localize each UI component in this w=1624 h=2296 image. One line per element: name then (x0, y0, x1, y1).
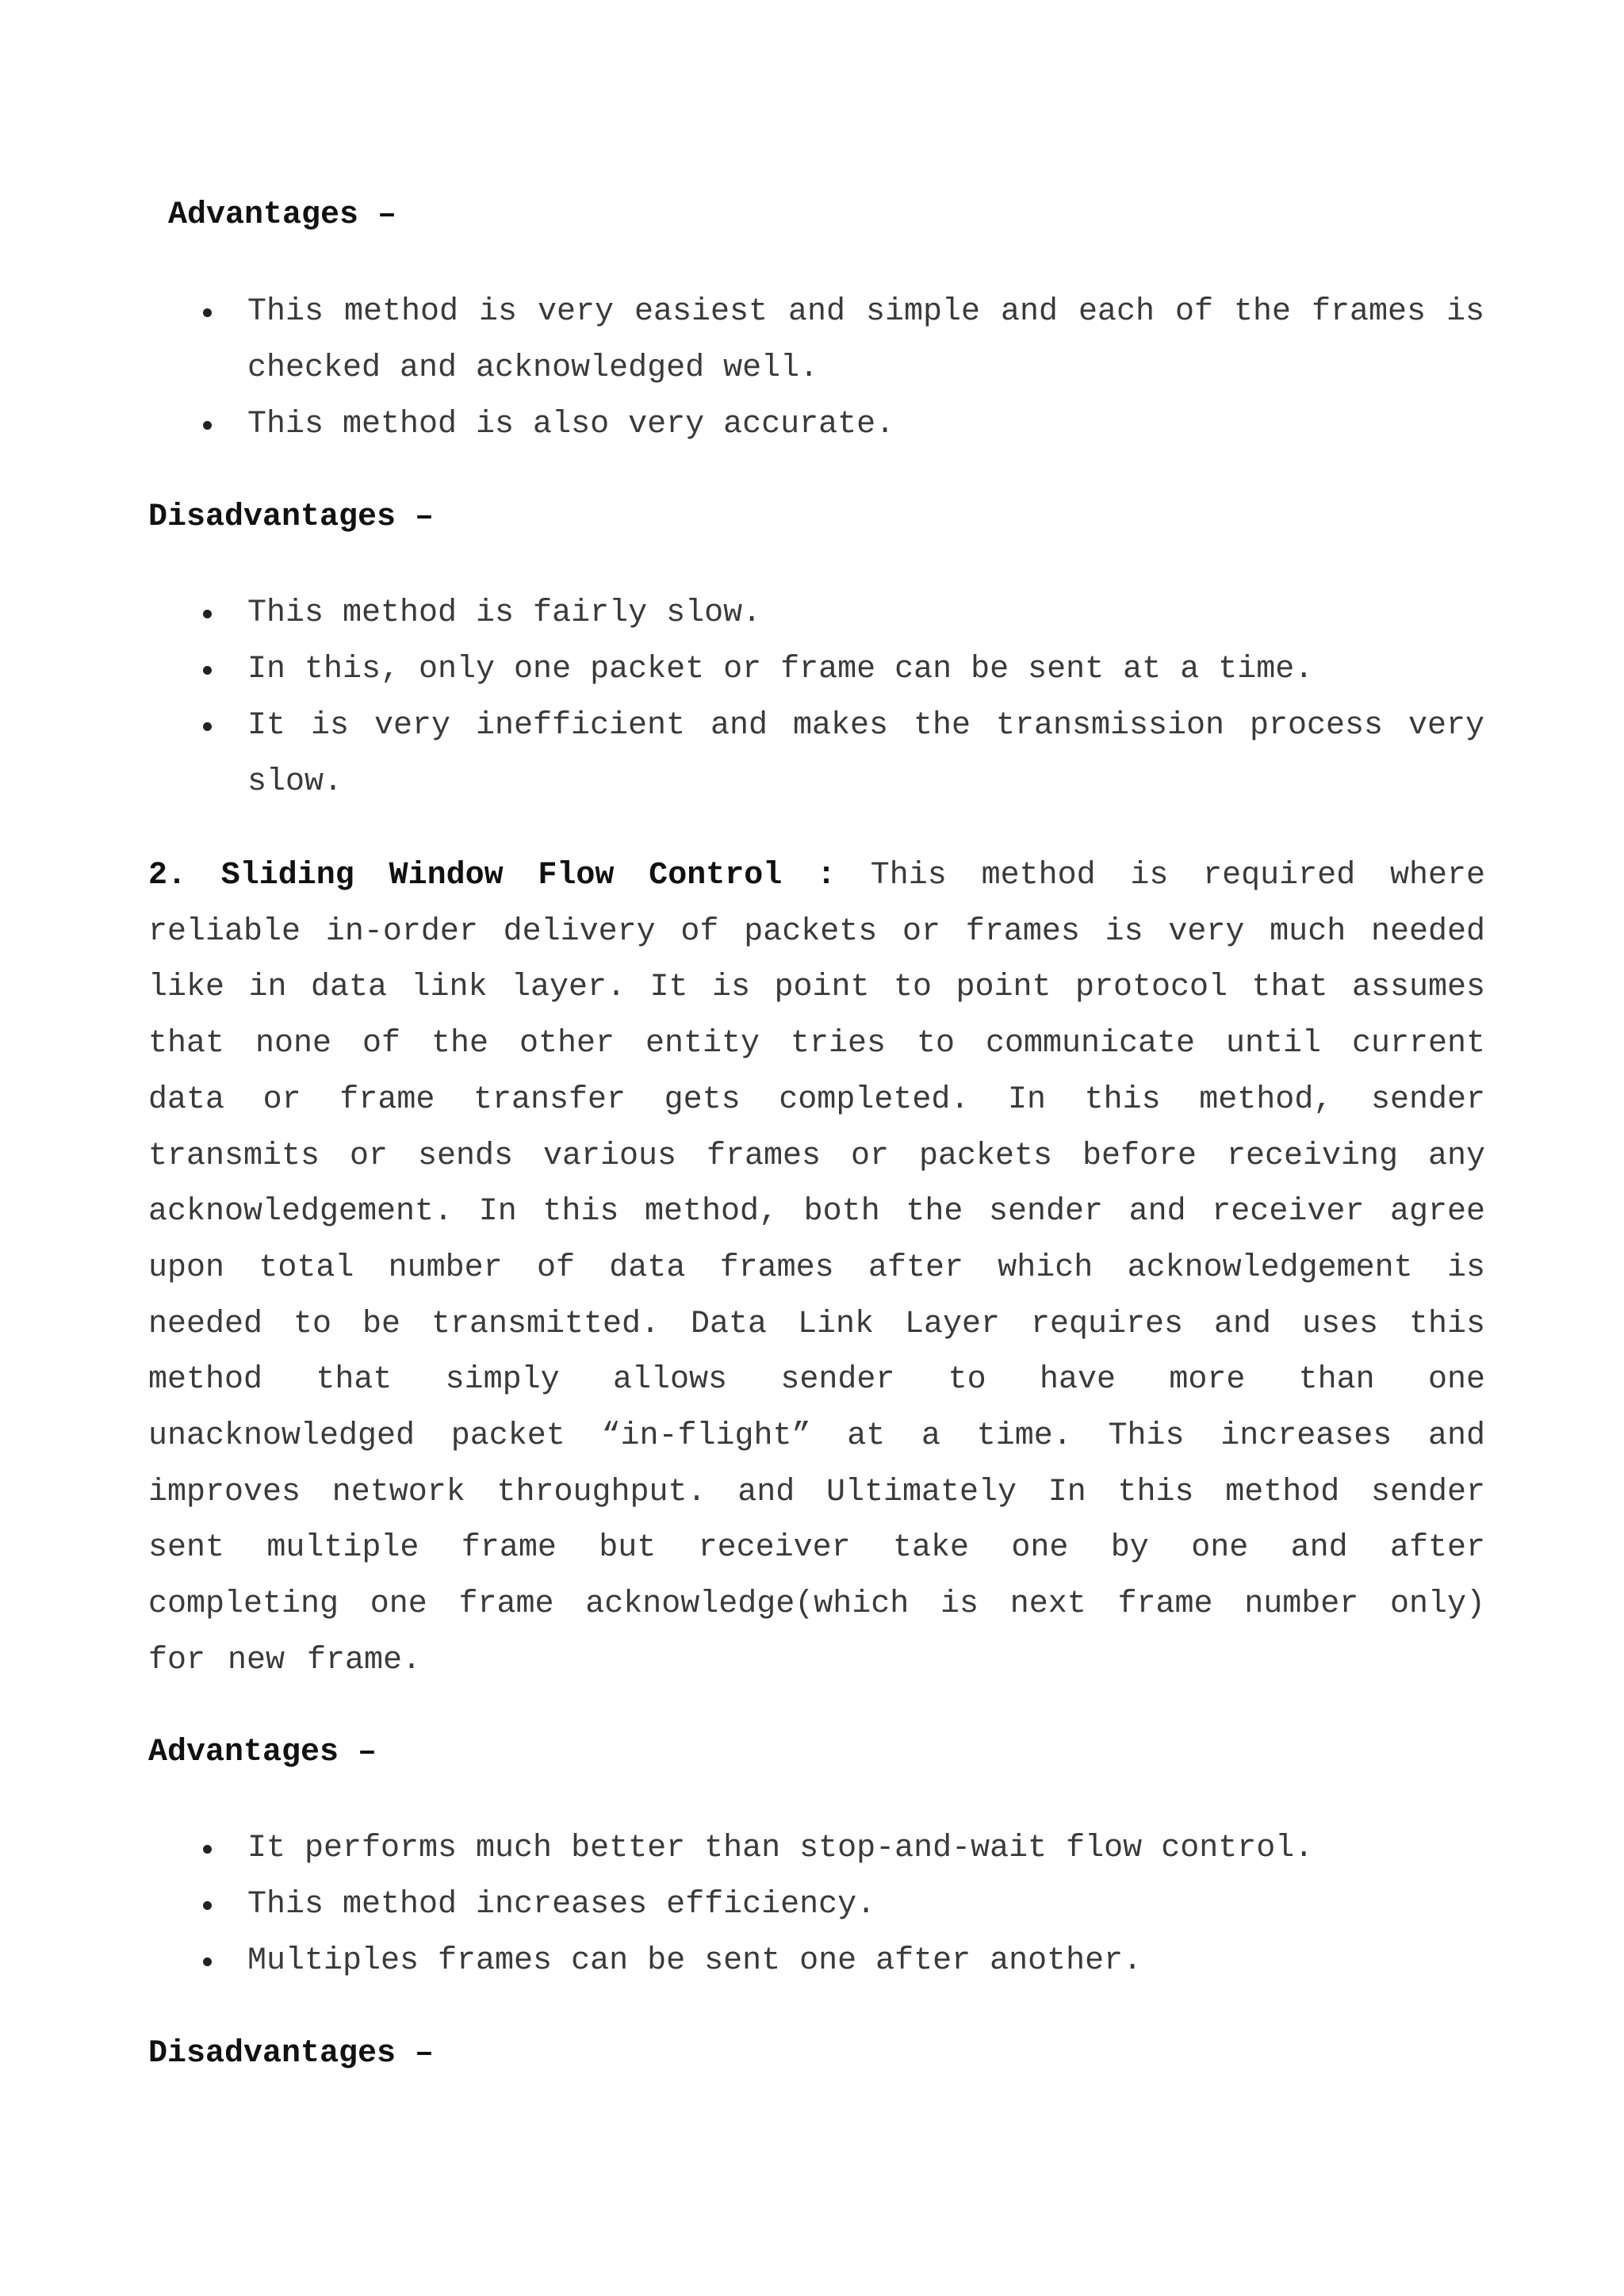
list-item: This method is very easiest and simple and each of the frames is checked and acknowledged well. (247, 284, 1484, 396)
sliding-window-paragraph (148, 848, 1485, 1689)
list-item: This method is also very accurate. (247, 396, 1484, 453)
list-item: This method is fairly slow. (247, 585, 1484, 641)
advantages-list-1 (247, 284, 1484, 453)
list-item: It performs much better than stop-and-wait flow control. (247, 1820, 1484, 1877)
disadvantages-heading-2: Disadvantages – (148, 2036, 435, 2072)
disadvantages-heading-1: Disadvantages – (148, 499, 435, 535)
advantages-list-2 (247, 1820, 1484, 1989)
sliding-window-heading: 2. Sliding Window Flow Control : (148, 858, 836, 894)
list-item: It is very inefficient and makes the transmission process very slow. (247, 698, 1484, 810)
advantages-heading-2: Advantages – (148, 1735, 377, 1770)
list-item: In this, only one packet or frame can be sent at a time. (247, 641, 1484, 698)
list-item: This method increases efficiency. (247, 1877, 1484, 1933)
disadvantages-list-1 (247, 585, 1484, 810)
list-item: Multiples frames can be sent one after another. (247, 1933, 1484, 1989)
sliding-window-body: This method is required where reliable in-order delivery of packets or frames is very much needed like in data link layer. It is point to point protocol that assumes that none of the other entity tries to communicate until current data or frame transfer gets completed. In this method, sender transmits or sends various frames or packets before receiving any acknowledgement. In this method, both the sender and receiver agree upon total number of data frames after which acknowledgement is needed to be transmitted. Data Link Layer requires and uses this method that simply allows sender to have more than one unacknowledged packet “in-flight” at a time. This increases and improves network throughput. and Ultimately In this method sender sent multiple frame but receiver take one by one and after completing one frame acknowledge(which is next frame number only) for new frame. (148, 858, 1485, 1678)
advantages-heading-1: Advantages – (168, 197, 397, 233)
